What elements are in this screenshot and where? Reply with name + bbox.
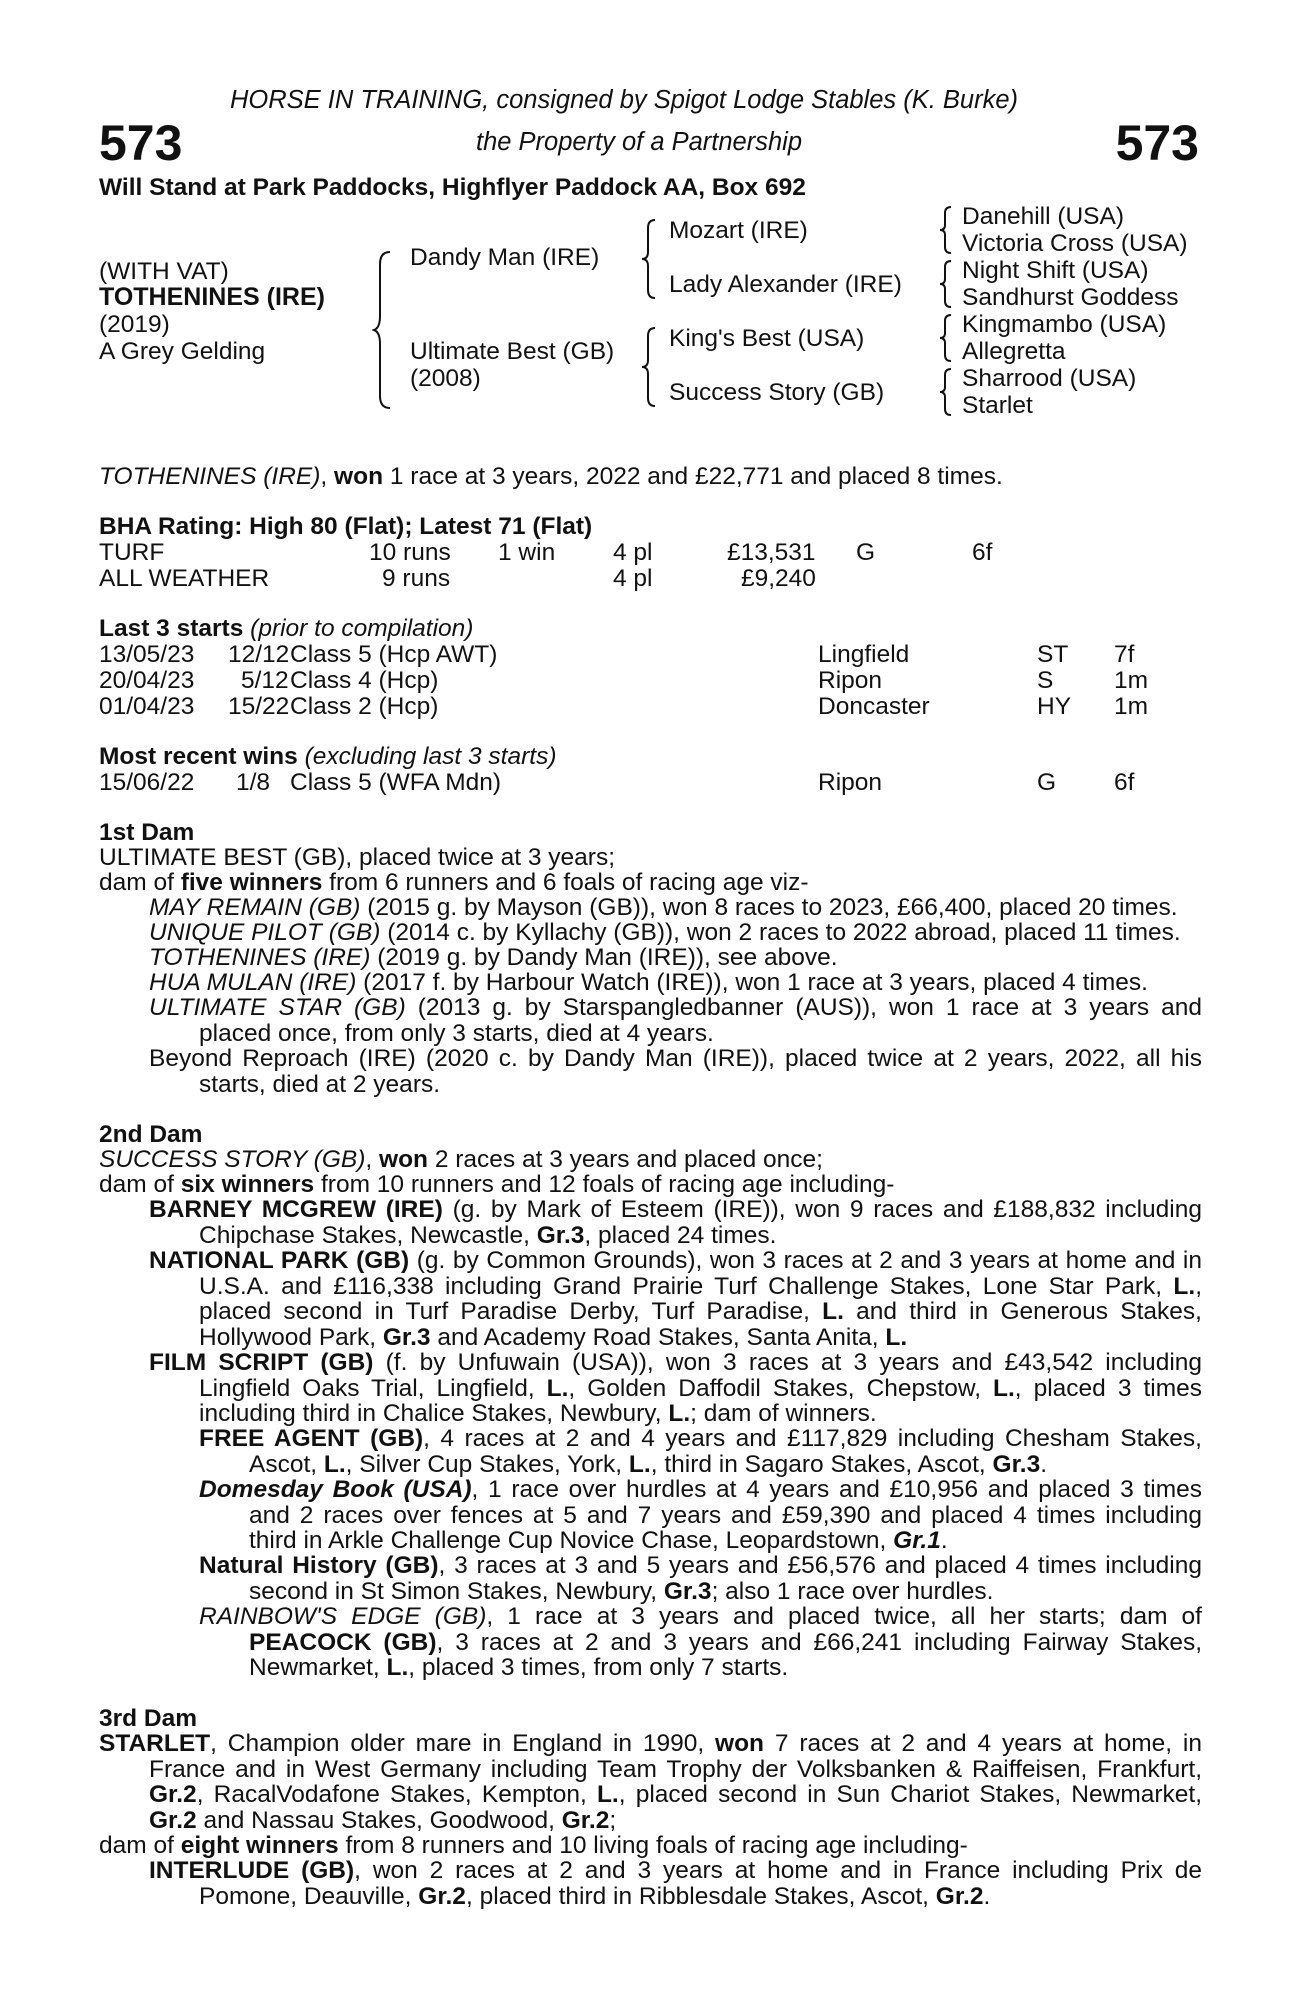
grand-produce-item: FREE AGENT (GB), 4 races at 2 and 4 years and £117,829 including Chesham Stakes, Ascot, L., Silver Cup Stakes, York, L., third in Sagaro Stakes, Ascot, Gr.3. <box>199 1425 1202 1478</box>
pedigree-brace-dam <box>640 326 658 408</box>
surface: ALL WEATHER <box>99 565 270 592</box>
race: Class 5 (Hcp AWT) <box>290 641 498 668</box>
summary-horse-name: TOTHENINES (IRE) <box>99 463 321 490</box>
produce-item: FILM SCRIPT (GB) (f. by Unfuwain (USA)), won 3 races at 3 years and £43,542 including Lingfield Oaks Trial, Lingfield, L., Golden Daffodil Stakes, Chepstow, L., placed 3 times including third in Chalice Stakes, Newbury, L.; dam of winners. <box>149 1349 1203 1427</box>
dam-year: (2008) <box>410 365 481 392</box>
produce-item: HUA MULAN (IRE) (2017 f. by Harbour Watch (IRE)), won 1 race at 3 years, placed 4 times. <box>149 969 1148 996</box>
ggdam-6: Allegretta <box>962 338 1066 365</box>
horse-name: TOTHENINES (IRE) <box>99 283 325 311</box>
summary-text: 1 race at 3 years, 2022 and £22,771 and placed 8 times. <box>383 463 1003 490</box>
distance: 1m <box>1114 667 1149 694</box>
prize-money: £9,240 <box>741 565 816 592</box>
produce-item: NATIONAL PARK (GB) (g. by Common Grounds), won 3 races at 2 and 3 years at home and in U.S.A. and £116,338 including Grand Prairie Turf Challenge Stakes, Lone Star Park, L., placed second in Turf Paradise Derby, Turf Paradise, L. and third in Generous Stakes, Hollywood Park, Gr.3 and Academy Road Stakes, Santa Anita, L. <box>149 1247 1202 1351</box>
course: Ripon <box>818 769 883 796</box>
going: S <box>1037 667 1054 694</box>
grand-produce-item: Natural History (GB), 3 races at 3 and 5 years and £56,576 and placed 4 times including second in St Simon Stakes, Newbury, Gr.3; also 1 race over hurdles. <box>199 1552 1202 1605</box>
dam-dam: Success Story (GB) <box>669 379 885 406</box>
date: 20/04/23 <box>99 667 195 694</box>
pedigree-brace-g4 <box>938 367 954 417</box>
ggsire-1: Danehill (USA) <box>962 203 1125 230</box>
distance: 7f <box>1114 641 1135 668</box>
course: Doncaster <box>818 693 930 720</box>
dam-sire: King's Best (USA) <box>669 325 865 352</box>
ggdam-8: Starlet <box>962 392 1033 419</box>
produce-item: ULTIMATE STAR (GB) (2013 g. by Starspangledbanner (AUS)), won 1 race at 3 years and placed once, from only 3 starts, died at 4 years. <box>149 994 1202 1047</box>
course: Ripon <box>818 667 883 694</box>
third-dam-record: STARLET, Champion older mare in England in 1990, won 7 races at 2 and 4 years at home, in France and in West Germany including Team Trophy der Volksbanken & Raiffeisen, Frankfurt, Gr.2, RacalVodafone Stakes, Kempton, L., placed second in Sun Chariot Stakes, Newmarket, Gr.2 and Nassau Stakes, Goodwood, Gr.2; <box>99 1730 1202 1834</box>
position: 15/22 <box>228 693 290 720</box>
race: Class 4 (Hcp) <box>290 667 439 694</box>
first-dam-record: ULTIMATE BEST (GB), placed twice at 3 years; <box>99 844 616 871</box>
distance: 6f <box>1114 769 1135 796</box>
position: 12/12 <box>228 641 290 668</box>
produce-item: MAY REMAIN (GB) (2015 g. by Mayson (GB)), won 8 races to 2023, £66,400, placed 20 times. <box>149 894 1178 921</box>
last-starts-heading: Last 3 starts (prior to compilation) <box>99 615 474 642</box>
stabling-info: Will Stand at Park Paddocks, Highflyer Paddock AA, Box 692 <box>99 174 806 201</box>
race: Class 2 (Hcp) <box>290 693 439 720</box>
distance: 6f <box>972 539 993 566</box>
lot-number-left: 573 <box>99 115 183 171</box>
sire: Dandy Man (IRE) <box>410 244 600 271</box>
first-dam-heading: 1st Dam <box>99 819 195 846</box>
going: ST <box>1037 641 1069 668</box>
produce-item: UNIQUE PILOT (GB) (2014 c. by Kyllachy (GB)), won 2 races to 2022 abroad, placed 11 times. <box>149 919 1181 946</box>
second-dam-record: SUCCESS STORY (GB), won 2 races at 3 years and placed once; <box>99 1146 823 1173</box>
produce-item: BARNEY MCGREW (IRE) (g. by Mark of Esteem (IRE)), won 9 races and £188,832 including Chipchase Stakes, Newcastle, Gr.3, placed 24 times. <box>149 1196 1202 1249</box>
horse-description: A Grey Gelding <box>99 338 266 365</box>
pedigree-brace-main <box>372 250 394 410</box>
ggsire-7: Sharrood (USA) <box>962 365 1137 392</box>
produce-item: Beyond Reproach (IRE) (2020 c. by Dandy Man (IRE)), placed twice at 2 years, 2022, all his starts, died at 2 years. <box>149 1045 1202 1098</box>
sire-sire: Mozart (IRE) <box>669 217 808 244</box>
dam: Ultimate Best (GB) <box>410 338 615 365</box>
pedigree-brace-g3 <box>938 313 954 363</box>
race-summary: TOTHENINES (IRE), won 1 race at 3 years, 2022 and £22,771 and placed 8 times. <box>99 463 1003 490</box>
produce-item: INTERLUDE (GB), won 2 races at 2 and 3 years at home and in France including Prix de Pomone, Deauville, Gr.2, placed third in Ribblesdale Stakes, Ascot, Gr.2. <box>149 1857 1202 1910</box>
produce-item: TOTHENINES (IRE) (2019 g. by Dandy Man (IRE)), see above. <box>149 944 838 971</box>
date: 01/04/23 <box>99 693 195 720</box>
going: G <box>1037 769 1057 796</box>
wins: 1 win <box>498 539 556 566</box>
prize-money: £13,531 <box>727 539 816 566</box>
second-dam-produce-summary: dam of six winners from 10 runners and 12 foals of racing age including- <box>99 1171 895 1198</box>
course: Lingfield <box>818 641 910 668</box>
grand-produce-item: RAINBOW'S EDGE (GB), 1 race at 3 years and placed twice, all her starts; dam of PEACOCK (GB), 3 races at 2 and 3 years and £66,241 including Fairway Stakes, Newmarket, L., placed 3 times, from only 7 starts. <box>199 1603 1202 1681</box>
third-dam-produce-summary: dam of eight winners from 8 runners and 10 living foals of racing age including- <box>99 1832 968 1859</box>
second-dam-heading: 2nd Dam <box>99 1121 203 1148</box>
runs: 10 runs <box>369 539 451 566</box>
pedigree-brace-g1 <box>938 205 954 255</box>
position: 1/8 <box>236 769 271 796</box>
recent-wins-heading: Most recent wins (excluding last 3 starts) <box>99 743 557 770</box>
position: 5/12 <box>241 667 289 694</box>
ggdam-2: Victoria Cross (USA) <box>962 230 1188 257</box>
surface: TURF <box>99 539 165 566</box>
race: Class 5 (WFA Mdn) <box>290 769 502 796</box>
distance: 1m <box>1114 693 1149 720</box>
ownership-line: the Property of a Partnership <box>476 128 803 156</box>
vat-status: (WITH VAT) <box>99 258 229 285</box>
summary-won: won <box>334 463 384 490</box>
ggsire-5: Kingmambo (USA) <box>962 311 1167 338</box>
horse-year: (2019) <box>99 311 170 338</box>
going: G <box>856 539 876 566</box>
ggsire-3: Night Shift (USA) <box>962 257 1149 284</box>
first-dam-produce-summary: dam of five winners from 6 runners and 6 foals of racing age viz- <box>99 869 809 896</box>
runs: 9 runs <box>382 565 451 592</box>
placed: 4 pl <box>613 565 653 592</box>
lot-number-right: 573 <box>1115 115 1199 171</box>
grand-produce-item: Domesday Book (USA), 1 race over hurdles at 4 years and £10,956 and placed 3 times and 2 races over fences at 5 and 7 years and £59,390 and placed 4 times including third in Arkle Challenge Cup Novice Chase, Leopardstown, Gr.1. <box>199 1476 1202 1554</box>
sire-dam: Lady Alexander (IRE) <box>669 271 902 298</box>
date: 13/05/23 <box>99 641 195 668</box>
pedigree-brace-sire <box>640 218 658 300</box>
rating-title: BHA Rating: High 80 (Flat); Latest 71 (Flat) <box>99 513 593 540</box>
consignment-line: HORSE IN TRAINING, consigned by Spigot Lodge Stables (K. Burke) <box>230 86 1019 114</box>
ggdam-4: Sandhurst Goddess <box>962 284 1179 311</box>
date: 15/06/22 <box>99 769 195 796</box>
pedigree-brace-g2 <box>938 259 954 309</box>
third-dam-heading: 3rd Dam <box>99 1705 198 1732</box>
placed: 4 pl <box>613 539 653 566</box>
going: HY <box>1037 693 1072 720</box>
